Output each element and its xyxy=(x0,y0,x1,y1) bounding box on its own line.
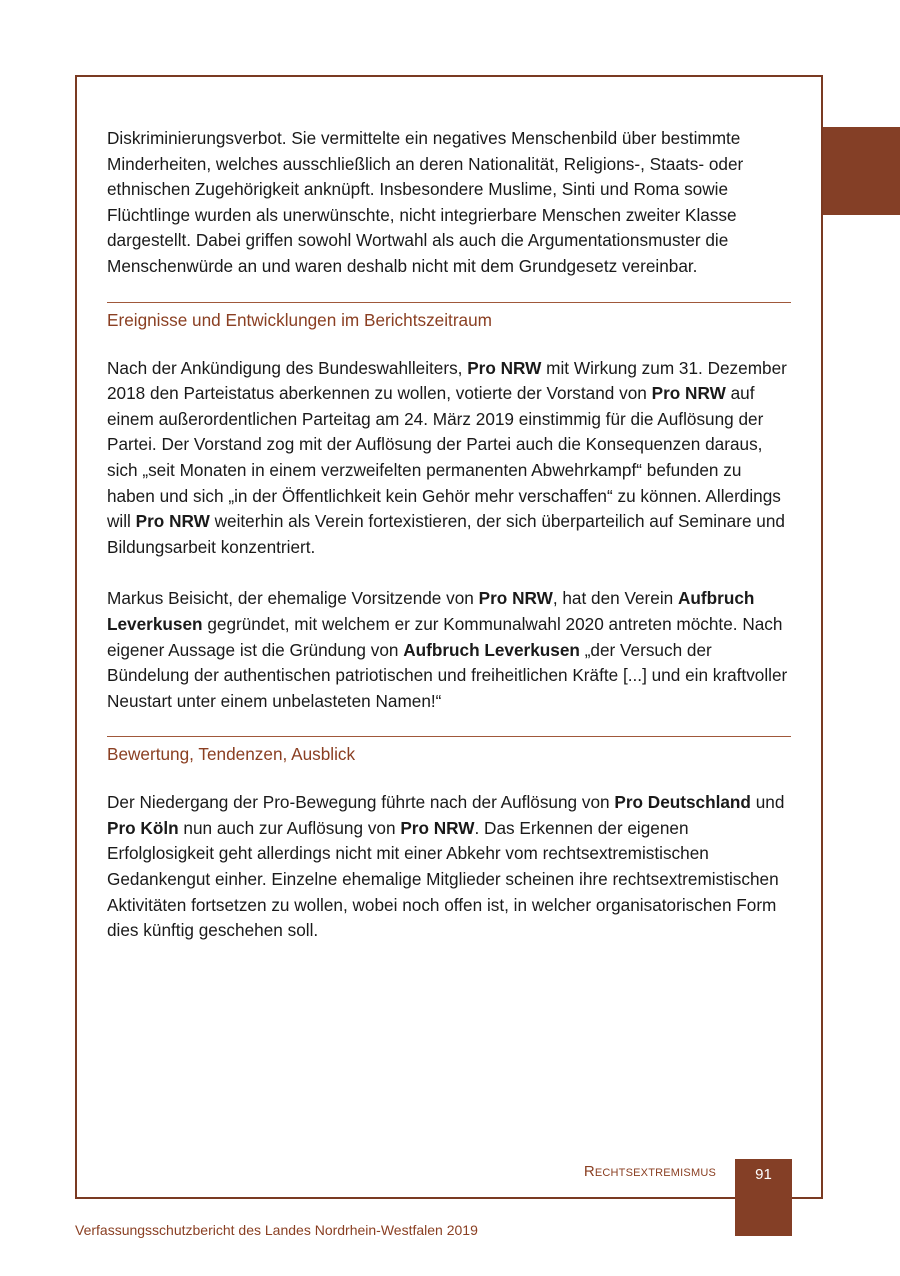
events-paragraph-2: Markus Beisicht, der ehemalige Vorsitzende von Pro NRW, hat den Verein Aufbruch Leverkusen gegründet, mit welchem er zur Kommunalwahl 2020 antreten möchte. Nach eigener Aussage ist die Gründung von Aufbruch Leverkusen „der Versuch der Bündelung der authentischen patriotischen und freiheitlichen Kräfte [...] und ein kraftvoller Neustart unter einem unbelasteten Namen!“ xyxy=(107,588,788,711)
page-number: 91 xyxy=(755,1166,772,1183)
running-section-label: Rechtsextremismus xyxy=(583,1163,716,1180)
section-heading-events: Ereignisse und Entwicklungen im Berichtszeitraum xyxy=(107,302,791,331)
bold-term: Pro NRW xyxy=(467,357,542,378)
bold-term: Pro NRW xyxy=(478,588,553,609)
events-paragraph-1: Nach der Ankündigung des Bundeswahlleiters, Pro NRW mit Wirkung zum 31. Dezember 2018 den Parteistatus aberkennen zu wollen, votierte der Vorstand von Pro NRW auf einem außerordentlichen Parteitag am 24. März 2019 einstimmig für die Auflösung der Partei. Der Vorstand zog mit der Auflösung der Partei auch die Konsequenzen daraus, sich „seit Monaten in einem verzweifelten permanenten Abwehrkampf“ befunden zu haben und sich „in der Öffentlichkeit kein Gehör mehr verschaffen“ zu können. Allerdings will Pro NRW weiterhin als Verein fortexistieren, der sich überparteilich auf Seminare und Bildungsarbeit konzentriert. xyxy=(107,357,787,557)
section-heading-assessment: Bewertung, Tendenzen, Ausblick xyxy=(107,736,791,765)
bold-term: Aufbruch Leverkusen xyxy=(403,639,580,660)
bold-term: Pro NRW xyxy=(135,511,210,532)
chapter-tab-marker xyxy=(823,127,900,215)
bold-term: Pro NRW xyxy=(651,383,726,404)
page-number-box xyxy=(735,1159,792,1236)
bold-term: Pro Deutschland xyxy=(614,792,751,813)
page-content xyxy=(107,126,791,944)
bold-term: Aufbruch Leverkusen xyxy=(107,588,755,634)
intro-paragraph: Diskriminierungsverbot. Sie vermittelte ein negatives Menschenbild über bestimmte Minderheiten, welches ausschließlich an deren Nationalität, Religions-, Staats- oder ethnischen Zugehörigkeit anknüpft. Insbesondere Muslime, Sinti und Roma sowie Flüchtlinge wurden als unerwünschte, nicht integrierbare Menschen zweiter Klasse dargestellt. Dabei griffen sowohl Wortwahl als auch die Argumentationsmuster die Menschenwürde an und waren deshalb nicht mit dem Grundgesetz vereinbar. xyxy=(107,128,744,276)
publication-title: Verfassungsschutzbericht des Landes Nordrhein-Westfalen 2019 xyxy=(75,1222,478,1238)
assessment-paragraph: Der Niedergang der Pro-Bewegung führte nach der Auflösung von Pro Deutschland und Pro Köln nun auch zur Auflösung von Pro NRW. Das Erkennen der eigenen Erfolglosigkeit geht allerdings nicht mit einer Abkehr vom rechtsextremistischen Gedankengut einher. Einzelne ehemalige Mitglieder scheinen ihre rechtsextremistischen Aktivitäten fortsetzen zu wollen, wobei noch offen ist, in welcher organisatorischen Form dies künftig geschehen soll. xyxy=(107,792,785,941)
bold-term: Pro NRW xyxy=(400,817,475,838)
bold-term: Pro Köln xyxy=(107,817,179,838)
